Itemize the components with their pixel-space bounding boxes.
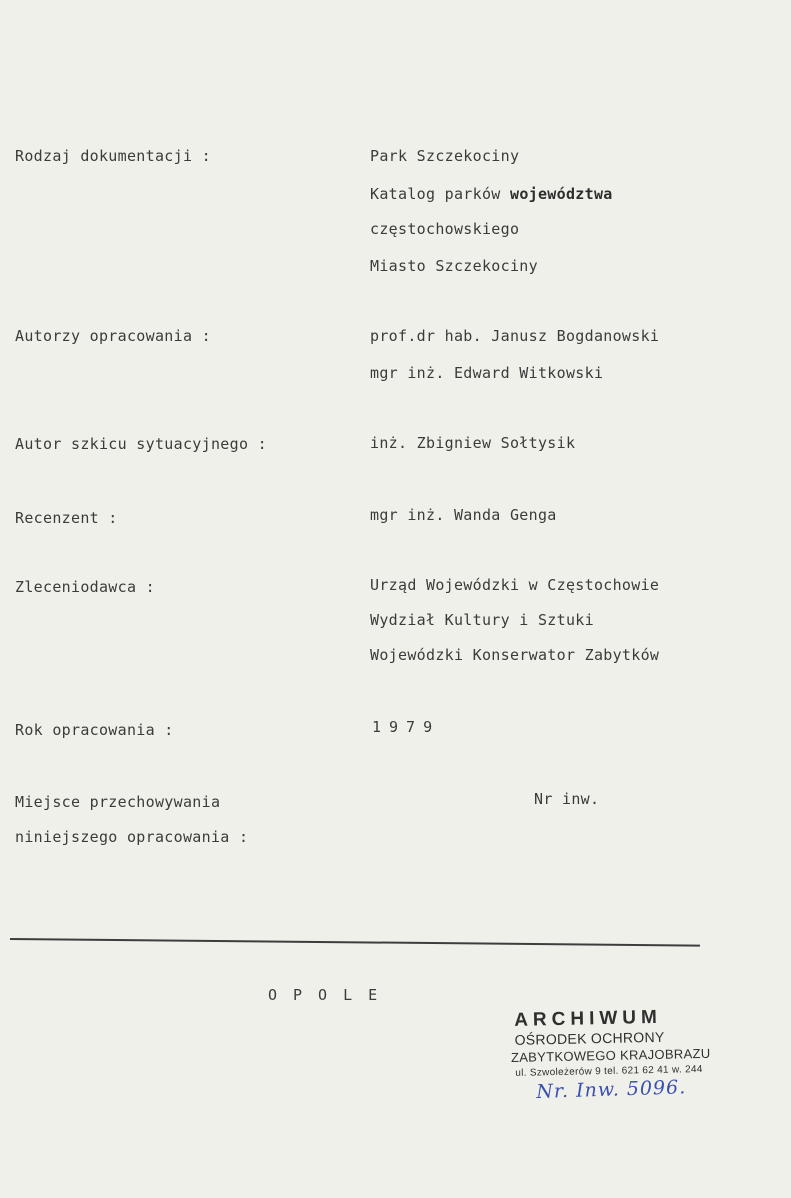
value-catalog	[370, 185, 613, 203]
value-author-1: prof.dr hab. Janusz Bogdanowski	[370, 327, 660, 345]
divider-line	[10, 938, 700, 947]
label-reviewer: Recenzent :	[15, 509, 118, 527]
label-storage-line-2: niniejszego opracowania :	[15, 828, 249, 846]
label-year: Rok opracowania :	[15, 721, 174, 739]
value-commissioner-3: Wojewódzki Konserwator Zabytków	[370, 646, 660, 664]
value-park-name: Park Szczekociny	[370, 147, 520, 165]
label-authors: Autorzy opracowania :	[15, 327, 211, 345]
value-catalog-prefix: Katalog parków	[370, 185, 501, 203]
value-author-2: mgr inż. Edward Witkowski	[370, 364, 604, 382]
label-documentation-type: Rodzaj dokumentacji :	[15, 147, 211, 165]
stamp-address: ul. Szwoleżerów 9 tel. 621 62 41 w. 244	[515, 1063, 703, 1079]
value-catalog-bold: województwa	[509, 185, 613, 203]
label-storage-line-1: Miejsce przechowywania	[15, 793, 221, 811]
value-commissioner-1: Urząd Wojewódzki w Częstochowie	[370, 576, 660, 594]
stamp-line-1: OŚRODEK OCHRONY	[514, 1028, 665, 1048]
value-reviewer: mgr inż. Wanda Genga	[370, 506, 557, 524]
value-sketch-author: inż. Zbigniew Sołtysik	[370, 434, 576, 452]
value-year: 1979	[372, 718, 441, 736]
value-commissioner-2: Wydział Kultury i Sztuki	[370, 611, 594, 629]
value-voivodeship: częstochowskiego	[370, 220, 520, 238]
value-inventory-number: Nr inw.	[534, 790, 600, 808]
handwritten-inventory-number: Nr. Inw. 5096.	[536, 1076, 687, 1103]
label-commissioner: Zleceniodawca :	[15, 578, 155, 596]
value-city: Miasto Szczekociny	[370, 257, 538, 275]
city-name: OPOLE	[268, 986, 394, 1004]
archive-stamp	[510, 1005, 741, 1082]
label-sketch-author: Autor szkicu sytuacyjnego :	[15, 435, 267, 453]
stamp-title: ARCHIWUM	[513, 1006, 663, 1031]
stamp-line-2: ZABYTKOWEGO KRAJOBRAZU	[510, 1045, 711, 1065]
